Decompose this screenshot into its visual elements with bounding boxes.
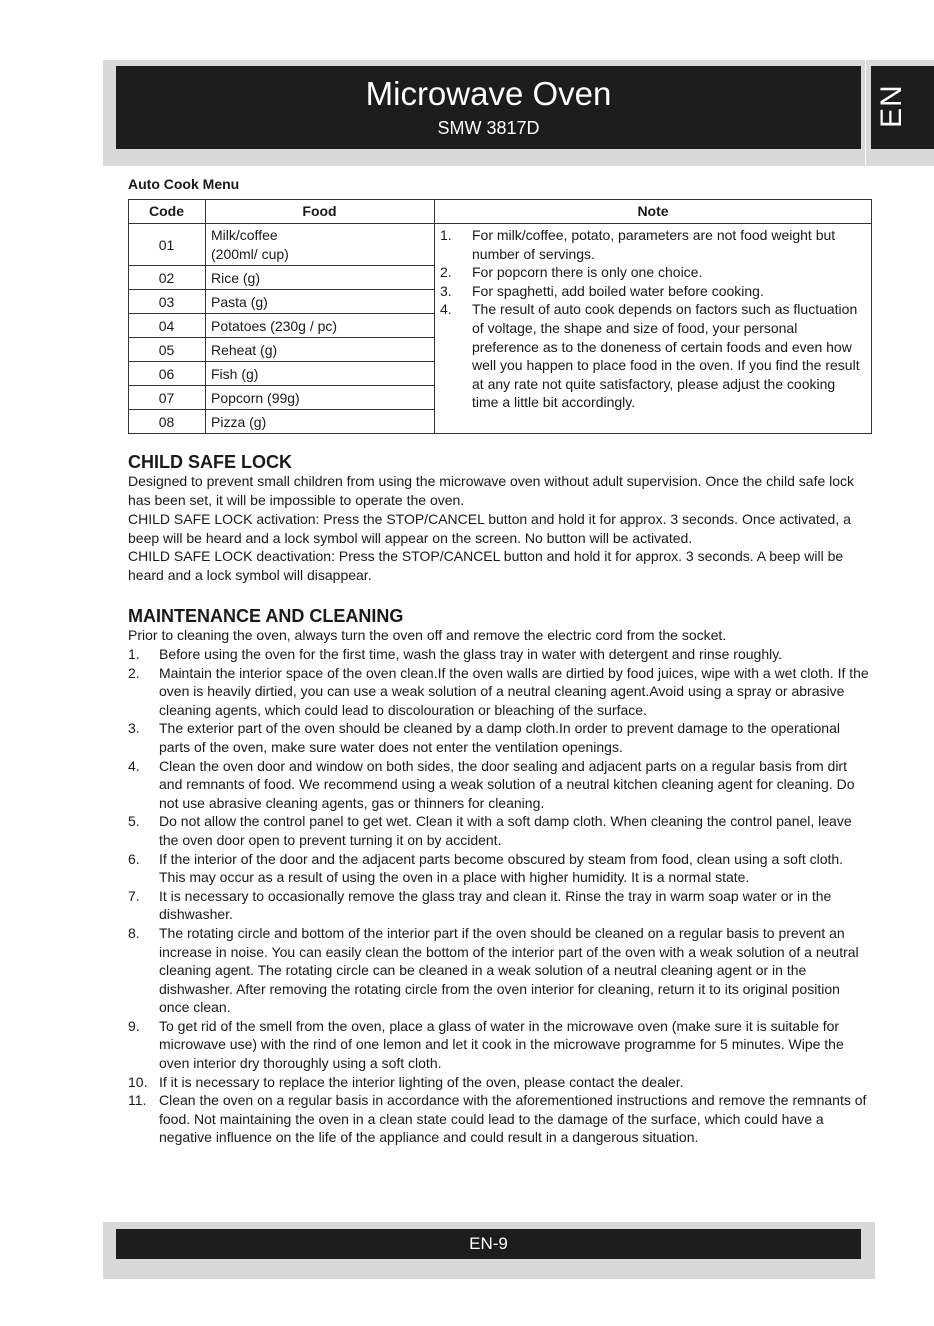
row-code: 02 xyxy=(158,270,175,286)
item-number: 5. xyxy=(128,813,140,830)
list-item xyxy=(128,1073,872,1092)
maintenance-heading: MAINTENANCE AND CLEANING xyxy=(128,606,404,626)
item-number: 4. xyxy=(128,757,140,774)
table-row-divider xyxy=(128,385,434,386)
child-lock-description: Designed to prevent small children from using the microwave oven without adult supervision. Once the child safe lock has been set, it will be impossible to operate the oven. xyxy=(128,473,855,508)
item-text: The rotating circle and bottom of the interior part if the oven should be cleaned on a regular basis to prevent an increase in noise. You can easily clean the bottom of the interior part of the oven with a weak solution of a neutral cleaning agent. The rotating circle can be cleaned in a weak solution of a neutral cleaning agent or in the dishwasher. After removing the rotating circle from the oven interior for cleaning, return it to its original position once clean. xyxy=(159,924,859,1016)
list-item xyxy=(128,887,872,924)
table-row-divider xyxy=(128,265,434,266)
list-item xyxy=(128,924,872,1017)
row-code: 04 xyxy=(158,318,175,334)
row-food: Fish (g) xyxy=(211,366,259,382)
note-item xyxy=(440,282,865,301)
note-number: 1. xyxy=(440,227,452,243)
item-number: 6. xyxy=(128,850,140,867)
item-number: 7. xyxy=(128,887,140,904)
row-code: 07 xyxy=(158,390,175,406)
row-food: Milk/coffee xyxy=(211,227,278,243)
item-number: 9. xyxy=(128,1017,140,1034)
note-number: 4. xyxy=(440,301,452,318)
note-item xyxy=(440,263,865,282)
language-tab-label: EN xyxy=(875,84,908,128)
table-row-divider xyxy=(128,409,434,410)
item-text: Do not allow the control panel to get wet. Clean it with a soft damp cloth. When cleaning the control panel, leave the oven door open to prevent turning it on by accident. xyxy=(159,813,852,848)
table-divider xyxy=(205,199,206,434)
row-code: 03 xyxy=(158,294,175,310)
list-item xyxy=(128,1091,872,1147)
item-text: If the interior of the door and the adjacent parts become obscured by steam from food, clean using a soft cloth. This may occur as a result of using the oven in a place with higher humidity. It is a normal state. xyxy=(159,850,844,886)
item-number: 2. xyxy=(128,664,140,681)
model-number: SMW 3817D xyxy=(437,118,540,138)
item-text: The exterior part of the oven should be cleaned by a damp cloth.In order to prevent damage to the operational parts of the oven, make sure water does not enter the ventilation openings. xyxy=(159,720,840,755)
row-food: Popcorn (99g) xyxy=(211,390,300,406)
child-lock-heading: CHILD SAFE LOCK xyxy=(128,452,292,472)
table-divider xyxy=(434,199,435,434)
child-lock-activation: CHILD SAFE LOCK activation: Press the STOP/CANCEL button and hold it for approx. 3 seconds. Once activated, a beep will be heard and a lock symbol will appear on the screen. No button will be activated. xyxy=(128,511,851,546)
auto-cook-table xyxy=(128,199,872,434)
page-number: EN-9 xyxy=(116,1229,861,1259)
item-text: It is necessary to occasionally remove the glass tray and clean it. Rinse the tray in warm soap water or in the dishwasher. xyxy=(159,887,832,923)
note-text: The result of auto cook depends on factors such as fluctuation of voltage, the shape and size of food, your personal preference as to the doneness of certain foods and even how well you happen to place food in the oven. If you find the result at any rate not quite satisfactory, please adjust the cooking time a little bit accordingly. xyxy=(472,301,860,411)
item-number: 8. xyxy=(128,924,140,941)
table-row-divider xyxy=(128,337,434,338)
auto-cook-title: Auto Cook Menu xyxy=(128,176,240,192)
table-header-divider xyxy=(128,223,872,224)
maintenance-list xyxy=(128,645,872,1147)
row-food: Pasta (g) xyxy=(211,294,268,310)
note-item xyxy=(440,300,865,412)
column-header-food: Food xyxy=(302,203,337,219)
list-item xyxy=(128,812,872,849)
item-number: 1. xyxy=(128,646,140,662)
header-banner xyxy=(116,66,861,149)
table-row-divider xyxy=(128,289,434,290)
note-number: 3. xyxy=(440,282,452,299)
list-item xyxy=(128,1017,872,1073)
item-number: 10. xyxy=(128,1073,148,1090)
list-item xyxy=(128,757,872,813)
list-item xyxy=(128,645,872,664)
table-row-divider xyxy=(128,361,434,362)
column-header-code: Code xyxy=(149,203,184,219)
table-row-divider xyxy=(128,313,434,314)
item-text: Before using the oven for the first time, wash the glass tray in water with detergent and rinse roughly. xyxy=(159,646,783,662)
note-text: For milk/coffee, potato, parameters are not food weight but number of servings. xyxy=(472,227,836,262)
child-lock-deactivation: CHILD SAFE LOCK deactivation: Press the STOP/CANCEL button and hold it for approx. 3 seconds. A beep will be heard and a lock symbol will disappear. xyxy=(128,548,844,583)
item-number: 3. xyxy=(128,720,140,737)
row-food-detail: (200ml/ cup) xyxy=(211,246,289,262)
note-text: For spaghetti, add boiled water before cooking. xyxy=(472,282,764,299)
item-text: To get rid of the smell from the oven, place a glass of water in the microwave oven (make sure it is suitable for microwave use) with the rind of one lemon and let it cook in the microwave programme for 5 minutes. Wipe the oven interior dry thoroughly using a soft cloth. xyxy=(159,1017,844,1072)
item-text: Maintain the interior space of the oven clean.If the oven walls are dirtied by food juices, wipe with a wet cloth. If the oven is heavily dirtied, you can use a weak solution of a neutral cleaning agent.Avoid using a spray or abrasive cleaning agents, which could lead to discolouration or bleaching of the surface. xyxy=(159,664,869,718)
list-item xyxy=(128,664,872,720)
item-text: Clean the oven on a regular basis in accordance with the aforementioned instructions and remove the remnants of food. Not maintaining the oven in a clean state could lead to the damage of the surface, which could have a negative influence on the life of the appliance and could result in a dangerous situation. xyxy=(159,1092,867,1146)
row-code: 08 xyxy=(158,414,175,430)
note-number: 2. xyxy=(440,264,452,281)
item-text: Clean the oven door and window on both sides, the door sealing and adjacent parts on a regular basis from dirt and remnants of food. We recommend using a weak solution of a neutral kitchen cleaning agent for cleaning. Do not use abrasive cleaning agents, gas or thinners for cleaning. xyxy=(159,757,855,811)
column-header-note: Note xyxy=(637,203,669,219)
maintenance-intro: Prior to cleaning the oven, always turn the oven off and remove the electric cord from the socket. xyxy=(128,627,727,643)
row-food: Potatoes (230g / pc) xyxy=(211,318,338,334)
item-number: 11. xyxy=(128,1092,147,1109)
note-item xyxy=(440,226,865,263)
list-item xyxy=(128,850,872,887)
row-code: 06 xyxy=(158,366,175,382)
note-text: For popcorn there is only one choice. xyxy=(472,264,703,281)
row-food: Pizza (g) xyxy=(211,414,267,430)
row-code: 05 xyxy=(158,342,175,358)
row-food: Rice (g) xyxy=(211,270,261,286)
row-code: 01 xyxy=(158,237,175,253)
list-item xyxy=(128,719,872,756)
auto-cook-notes xyxy=(440,226,865,412)
row-food: Reheat (g) xyxy=(211,342,278,358)
item-text: If it is necessary to replace the interior lighting of the oven, please contact the dealer. xyxy=(159,1073,684,1090)
page-title: Microwave Oven xyxy=(365,75,612,112)
